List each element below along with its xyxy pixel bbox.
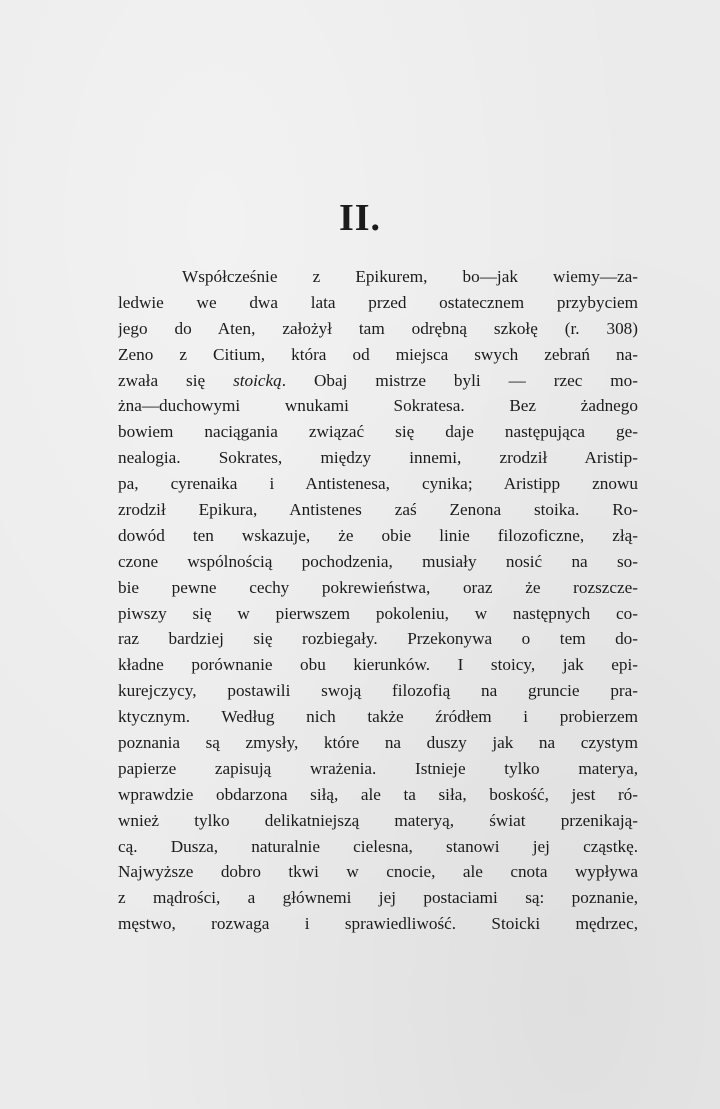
text-line: bie pewne cechy pokrewieństwa, oraz że rozszcze- <box>118 577 638 597</box>
text-line: kurejczycy, postawili swoją filozofią na gruncie pra- <box>118 681 638 701</box>
text-line: Najwyższe dobro tkwi w cnocie, ale cnota wypływa <box>118 862 638 882</box>
text-line: z mądrości, a głównemi jej postaciami są: poznanie, <box>118 888 638 908</box>
text-line: dowód ten wskazuje, że obie linie filozoficzne, złą- <box>118 525 638 545</box>
text-span: zwała się <box>118 370 234 390</box>
text-line: ledwie we dwa lata przed ostatecznem przybyciem <box>118 292 638 312</box>
text-line: Zeno z Citium, która od miejsca swych zebrań na- <box>118 344 638 364</box>
text-line: męstwo, rozwaga i sprawiedliwość. Stoicki mędrzec, <box>118 914 638 934</box>
chapter-heading: II. <box>338 197 382 239</box>
text-line: papierze zapisują wrażenia. Istnieje tylko materya, <box>118 758 638 778</box>
text-span: . Obaj mistrze byli — rzec mo- <box>281 370 638 390</box>
text-line: bowiem naciągania związać się daje następująca ge- <box>118 422 638 442</box>
text-line: jego do Aten, założył tam odrębną szkołę (r. 308) <box>118 318 638 338</box>
text-line: cą. Dusza, naturalnie cielesna, stanowi jej cząstkę. <box>118 836 638 856</box>
text-line <box>118 368 638 394</box>
text-line: czone wspólnością pochodzenia, musiały nosić na so- <box>118 551 638 571</box>
text-line: nealogia. Sokrates, między innemi, zrodził Aristip- <box>118 448 638 468</box>
text-line: ktycznym. Według nich także źródłem i probierzem <box>118 707 638 727</box>
text-line: piwszy się w pierwszem pokoleniu, w następnych co- <box>118 603 638 623</box>
text-line: wnież tylko delikatniejszą materyą, świat przenikają- <box>118 810 638 830</box>
text-line: zrodził Epikura, Antistenes zaś Zenona stoika. Ro- <box>118 500 638 520</box>
text-line: wprawdzie obdarzona siłą, ale ta siła, boskość, jest ró- <box>118 784 638 804</box>
text-line: Współcześnie z Epikurem, bo—jak wiemy—za- <box>182 267 638 286</box>
body-text <box>118 264 638 937</box>
italic-term: stoicką <box>233 370 282 390</box>
text-line: poznania są zmysły, które na duszy jak na czystym <box>118 733 638 753</box>
text-line: pa, cyrenaika i Antistenesa, cynika; Aristipp znowu <box>118 474 638 494</box>
text-line: raz bardziej się rozbiegały. Przekonywa o tem do- <box>118 629 638 649</box>
text-line: kładne porównanie obu kierunków. I stoicy, jak epi- <box>118 655 638 675</box>
text-line: żna—duchowymi wnukami Sokratesa. Bez żadnego <box>118 396 638 416</box>
